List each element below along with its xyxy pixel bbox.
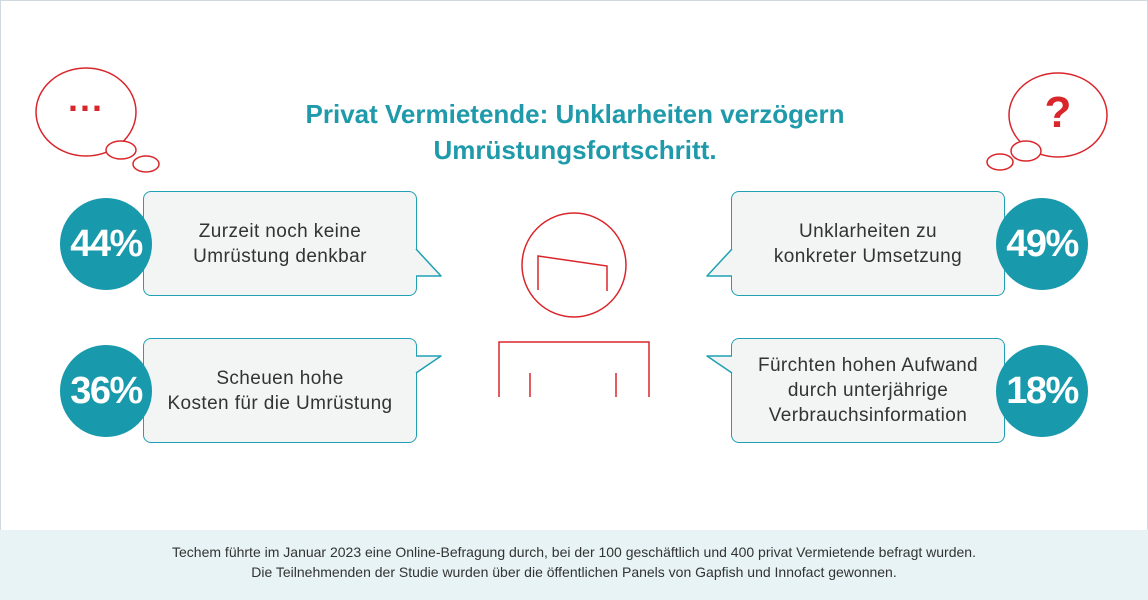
statement-text-line: Kosten für die Umrüstung: [167, 392, 393, 414]
percent-circle-49: 49%: [996, 198, 1088, 290]
statement-text-line: Scheuen hohe: [216, 367, 344, 389]
title-line-2: Umrüstungsfortschritt.: [433, 135, 717, 165]
question-mark-symbol: ?: [1044, 88, 1072, 137]
statement-text-line: Verbrauchsinformation: [768, 405, 968, 426]
footer-line-1: Techem führte im Januar 2023 eine Online-Befragung durch, bei der 100 geschäftlich und 400 privat Vermietende befragt wurden.: [172, 544, 976, 560]
percent-circle-36: 36%: [60, 345, 152, 437]
footer-note: [0, 530, 1148, 600]
statement-text-line: Fürchten hohen Aufwand: [757, 355, 979, 376]
statement-text-line: durch unterjährige: [787, 380, 949, 401]
statement-text-line: konkreter Umsetzung: [773, 245, 963, 267]
ellipsis-symbol: ...: [67, 78, 104, 119]
statement-text-line: Umrüstung denkbar: [193, 245, 367, 267]
title-line-1: Privat Vermietende: Unklarheiten verzögern: [305, 99, 845, 129]
statement-text-line: Unklarheiten zu: [798, 220, 938, 242]
percent-circle-18: 18%: [996, 345, 1088, 437]
statement-text-line: Zurzeit noch keine: [198, 220, 362, 242]
footer-line-2: Die Teilnehmenden der Studie wurden über die öffentlichen Panels von Gapfish und Innofact gewonnen.: [251, 564, 897, 580]
percent-circle-44: 44%: [60, 198, 152, 290]
